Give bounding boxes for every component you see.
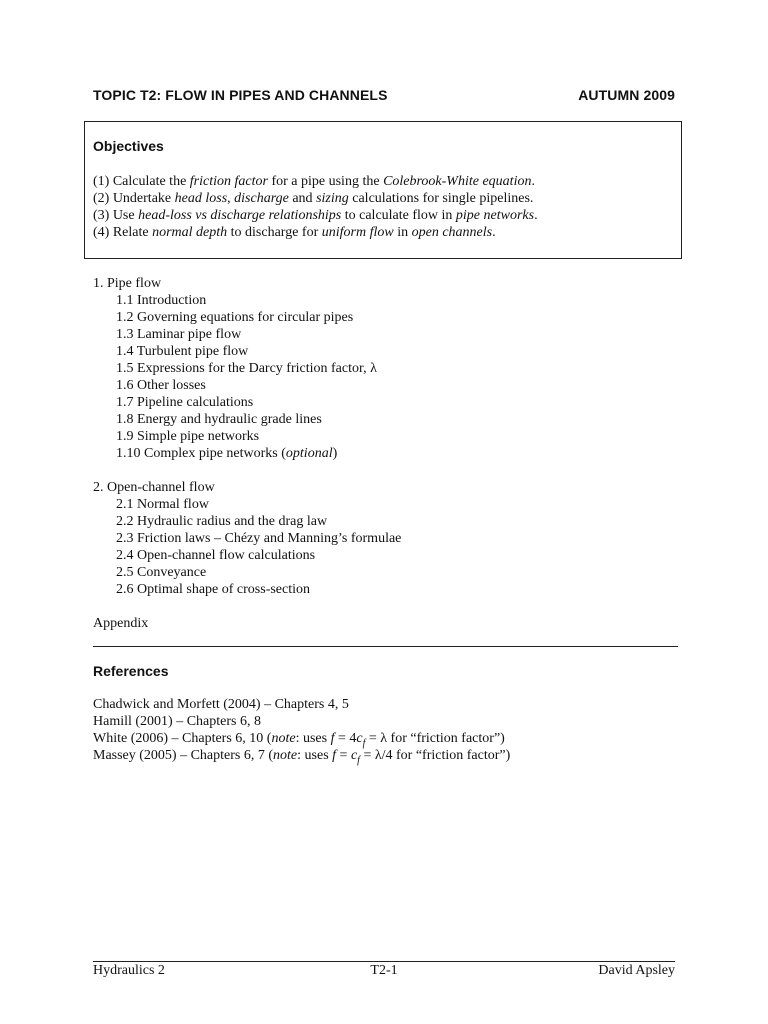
text-run: = λ/4 for “friction factor”) xyxy=(359,748,511,763)
page-footer xyxy=(93,963,675,979)
text-run: f xyxy=(332,748,337,763)
text-run: note xyxy=(273,748,298,763)
objective-item xyxy=(93,173,538,190)
toc-subsection xyxy=(93,445,401,462)
section-divider xyxy=(93,646,678,647)
reference-item xyxy=(93,730,510,747)
text-run: note xyxy=(271,731,296,746)
text-run: open channels xyxy=(411,225,493,240)
text-run: 1.4 Turbulent pipe flow xyxy=(116,344,249,359)
toc-subsection xyxy=(93,309,401,326)
text-run: (1) Calculate the xyxy=(93,174,190,189)
toc-subsection xyxy=(93,581,401,598)
text-run: White (2006) – Chapters 6, 10 ( xyxy=(93,731,272,746)
objective-item xyxy=(93,190,538,207)
text-run: optional xyxy=(285,446,333,461)
text-run: = xyxy=(336,748,351,763)
text-run: 1.6 Other losses xyxy=(116,378,206,393)
text-run: (4) Relate xyxy=(93,225,153,240)
text-run: Massey (2005) – Chapters 6, 7 ( xyxy=(93,748,274,763)
text-run: . xyxy=(492,225,496,240)
text-run: = 4 xyxy=(334,731,357,746)
text-run: 1.7 Pipeline calculations xyxy=(116,395,254,410)
text-run: 2.2 Hydraulic radius and the drag law xyxy=(116,514,328,529)
text-run: sizing xyxy=(316,191,349,206)
toc-subsection xyxy=(93,343,401,360)
text-run: to discharge for xyxy=(227,225,322,240)
reference-item xyxy=(93,696,510,713)
text-run: : uses xyxy=(297,748,333,763)
text-run: 1.3 Laminar pipe flow xyxy=(116,327,242,342)
text-run: in xyxy=(393,225,412,240)
footer-page-number: T2-1 xyxy=(370,963,398,978)
toc-subsection xyxy=(93,547,401,564)
text-run: c xyxy=(356,731,363,746)
footer-divider xyxy=(93,961,675,962)
text-run: head loss xyxy=(174,191,228,206)
toc-appendix: Appendix xyxy=(93,616,149,631)
text-run: 1.5 Expressions for the Darcy friction factor, λ xyxy=(116,361,377,376)
toc-subsection xyxy=(93,530,401,547)
objectives-heading: Objectives xyxy=(93,138,164,154)
text-run: 2.3 Friction laws – Chézy and Manning’s formulae xyxy=(116,531,402,546)
text-run: for a pipe using the xyxy=(267,174,384,189)
toc-subsection xyxy=(93,377,401,394)
text-run: (2) Undertake xyxy=(93,191,175,206)
text-run: Hamill (2001) – Chapters 6, 8 xyxy=(93,714,261,729)
page-header xyxy=(93,87,675,103)
toc-subsection xyxy=(93,428,401,445)
toc-subsection xyxy=(93,513,401,530)
text-run: f xyxy=(362,737,366,749)
objective-item xyxy=(93,207,538,224)
toc-subsection xyxy=(93,411,401,428)
text-run: calculations for single pipelines. xyxy=(348,191,534,206)
reference-item xyxy=(93,713,510,730)
toc-subsection xyxy=(93,496,401,513)
text-run: Chadwick and Morfett (2004) – Chapters 4, 5 xyxy=(93,697,349,712)
toc-subsection xyxy=(93,292,401,309)
text-run: 1.2 Governing equations for circular pipes xyxy=(116,310,354,325)
text-run: head-loss vs discharge relationships xyxy=(138,208,342,223)
text-run: , xyxy=(227,191,235,206)
text-run: to calculate flow in xyxy=(341,208,456,223)
toc-subsection xyxy=(93,394,401,411)
text-run: . xyxy=(531,174,535,189)
toc-spacer xyxy=(93,462,401,479)
footer-course: Hydraulics 2 xyxy=(93,963,165,978)
text-run: 1.10 Complex pipe networks ( xyxy=(116,446,286,461)
toc-subsection xyxy=(93,564,401,581)
objectives-box xyxy=(84,121,682,259)
text-run: 1.1 Introduction xyxy=(116,293,207,308)
objective-item xyxy=(93,224,538,241)
toc-section-title: 1. Pipe flow xyxy=(93,276,162,291)
objectives-list xyxy=(93,173,538,241)
term-label: AUTUMN 2009 xyxy=(578,87,675,103)
topic-title: TOPIC T2: FLOW IN PIPES AND CHANNELS xyxy=(93,87,388,103)
references-list xyxy=(93,696,510,764)
text-run: 2.4 Open-channel flow calculations xyxy=(116,548,316,563)
reference-item xyxy=(93,747,510,764)
text-run: pipe networks xyxy=(455,208,535,223)
toc-subsection xyxy=(93,360,401,377)
references-heading: References xyxy=(93,663,169,679)
text-run: f xyxy=(357,754,360,766)
toc-section-title: 2. Open-channel flow xyxy=(93,480,215,495)
text-run: 1.9 Simple pipe networks xyxy=(116,429,260,444)
text-run: discharge xyxy=(234,191,289,206)
text-run: uniform flow xyxy=(321,225,394,240)
text-run: : uses xyxy=(295,731,331,746)
toc-spacer xyxy=(93,598,401,615)
text-run: (3) Use xyxy=(93,208,139,223)
text-run: Colebrook-White equation xyxy=(383,174,532,189)
text-run: ) xyxy=(332,446,338,461)
text-run: friction factor xyxy=(189,174,268,189)
footer-author: David Apsley xyxy=(598,963,675,978)
text-run: normal depth xyxy=(152,225,228,240)
text-run: c xyxy=(350,748,358,763)
text-run: 2.5 Conveyance xyxy=(116,565,207,580)
text-run: 2.6 Optimal shape of cross-section xyxy=(116,582,311,597)
text-run: . xyxy=(534,208,538,223)
text-run: 2.1 Normal flow xyxy=(116,497,209,512)
text-run: 1.8 Energy and hydraulic grade lines xyxy=(116,412,322,427)
text-run: = λ for “friction factor”) xyxy=(365,731,505,746)
table-of-contents xyxy=(93,275,401,632)
text-run: and xyxy=(288,191,317,206)
text-run: f xyxy=(330,731,335,746)
toc-subsection xyxy=(93,326,401,343)
